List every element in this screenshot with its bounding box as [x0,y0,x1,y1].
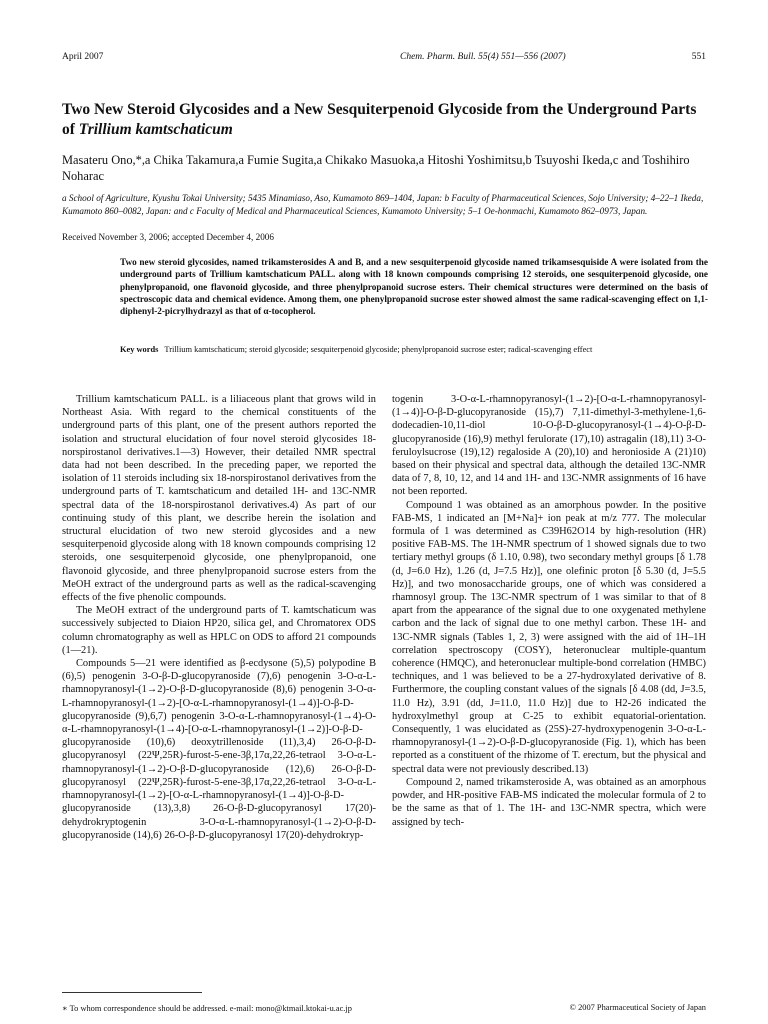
paragraph: Trillium kamtschaticum PALL. is a liliaceous plant that grows wild in Northeast Asia. With regard to the chemical constituents of the underground parts of this plant, one of the present authors reported the isolation and structural elucidation of four novel steroid glycosides 18-norspirostanol derivatives.1—3) However, their detailed NMR spectral data had not been described. In the preceding paper, we reported the isolation of 11 steroids including six 18-norspirostanol derivatives from the underground parts of T. kamtschaticum and detailed 1H- and 13C-NMR spectral data of the 18-norspirostanol derivatives.4) As part of our continuing study of this plant, we describe herein the isolation and structural elucidation of two new steroid glycosides and a new sesquiterpenoid glycoside along with 18 known compounds comprising 12 steroids, one sesquiterpenoid glycoside, one phenylpropanoid, one flavonoid glycoside, and three phenylpropanoid sucrose esters from the MeOH extract of the underground parts as well as the radical-scavenging effects of the five phenolic compounds. [62,394,376,604]
body-column-left [62,393,376,842]
page-number: 551 [691,52,706,62]
keywords [120,344,712,356]
article-title [62,100,712,140]
copyright-notice: © 2007 Pharmaceutical Society of Japan [569,1003,706,1012]
title-species: Trillium kamtschaticum [78,121,233,138]
abstract: Two new steroid glycosides, named trikamsterosides A and B, and a new sesquiterpenoid glycoside named trikamsesquiside A were isolated from the underground parts of Trillium kamtschaticum PALL. along with 18 known compounds comprising 12 steroids, one sesquiterpenoid glycoside, one phenylpropanoid, one flavonoid glycoside, and three phenylpropanoid sucrose esters. Their chemical structures were determined on the basis of spectroscopic data and chemical evidence. Among them, one phenylpropanoid sucrose ester showed almost the same radical-scavenging effect on 1,1-diphenyl-2-picrylhydrazyl as that of α-tocopherol. [120,257,708,317]
footnote-divider [62,992,202,993]
paragraph: Compound 1 was obtained as an amorphous powder. In the positive FAB-MS, 1 indicated an [M+Na]+ ion peak at m/z 777. The molecular formula of 1 was determined as C39H62O14 by high-resolution (HR) positive FAB-MS. The 1H-NMR spectrum of 1 showed signals due to two tertiary methyl groups (δ 1.10, 0.98), two secondary methyl groups [δ 1.78 (d, J=6.0 Hz), 1.26 (d, J=7.5 Hz)], one olefinic proton [δ 5.30 (d, J=5.5 Hz)], and two monosaccharide groups, one of which was considered a rhamnosyl group. The 13C-NMR spectrum of 1 was similar to that of 8 apart from the appearance of the signal due to one oxygenated methylene carbon and the lack of signal due to one methyl carbon. These 1H- and 13C-NMR signals (Tables 1, 2, 3) were assigned with the aid of 1H–1H correlation spectroscopy (COSY), heteronuclear multiple-quantum coherence (HMQC), and heteronuclear multiple-bond correlation (HMBC) techniques, and 1 was believed to be a 27-hydroxylated derivative of 8. Furthermore, the coupling constant values of the signals [δ 4.08 (dd, J=3.5, 11.0 Hz), 3.91 (dd, J=11.0, 11.0 Hz)] due to H2-26 indicated the hydroxylmethyl group at C-25 to exhibit equatorial-orientation. Consequently, 1 was elucidated as (25S)-27-hydroxypenogenin 3-O-α-L-rhamnopyranosyl-(1→2)-O-β-D-glucopyranoside (Fig. 1), which has been reported as a constituent of the rhizome of T. erectum, but the physical and spectral data were not previously described.13) [392,499,706,775]
paragraph: The MeOH extract of the underground parts of T. kamtschaticum was successively subjected to Diaion HP20, silica gel, and Chromatorex ODS column chromatography as well as HPLC on ODS to afford 21 compounds (1—21). [62,605,376,656]
paragraph: Compound 2, named trikamsteroside A, was obtained as an amorphous powder, and HR-positive FAB-MS indicated the molecular formula of 2 to be the same as that of 1. The 1H- and 13C-NMR spectra, which were assigned by tech- [392,776,706,828]
correspondence-footnote: ∗ To whom correspondence should be addressed. e-mail: mono@ktmail.ktokai-u.ac.jp [62,1004,352,1013]
affiliations: a School of Agriculture, Kyushu Tokai University; 5435 Minamiaso, Aso, Kumamoto 869–1404, Japan: b Faculty of Pharmaceutical Sciences, Sojo University; 4–22–1 Ikeda, Kumamoto 860–0082, Japan: and c Faculty of Medical and Pharmaceutical Sciences, Kumamoto University; 5–1 Oe-honmachi, Kumamoto 862–0973, Japan. [62,193,704,216]
author-list: Masateru Ono,*,a Chika Takamura,a Fumie Sugita,a Chikako Masuoka,a Hitoshi Yoshimitsu,b Tsuyoshi Ikeda,c and Toshihiro Noharac [62,153,690,183]
paragraph: Compounds 5—21 were identified as β-ecdysone (5),5) polypodine B (6),5) penogenin 3-O-β-D-glucopyranoside (7),6) penogenin 3-O-α-L-rhamnopyranosyl-(1→2)-O-β-D-glucopyranoside (8),6) penogenin 3-O-α-L-rhamnopyranosyl-(1→2)-[O-α-L-rhamnopyranosyl-(1→4)]-O-β-D-glucopyranoside (9),6,7) penogenin 3-O-α-L-rhamnopyranosyl-(1→4)-O-α-L-rhamnopyranosyl-(1→4)-[O-α-L-rhamnopyranosyl-(1→2)]-O-β-D-glucopyranoside (10),6) deoxytrillenoside (11),3,4) 26-O-β-D-glucopyranosyl (22Ψ,25R)-furost-5-ene-3β,17α,22,26-tetraol 3-O-α-L-rhamnopyranosyl-(1→2)-O-β-D-glucopyranoside (12),6) 26-O-β-D-glucopyranosyl (22Ψ,25R)-furost-5-ene-3β,17α,22,26-tetraol 3-O-α-L-rhamnopyranosyl-(1→2)-[O-α-L-rhamnopyranosyl-(1→4)]-O-β-D-glucopyranoside (13),3,8) 26-O-β-D-glucopyranosyl 17(20)-dehydrokryptogenin 3-O-α-L-rhamnopyranosyl-(1→2)-O-β-D-glucopyranoside (14),6) 26-O-β-D-glucopyranosyl 17(20)-dehydrokryp- [62,658,376,841]
running-header-journal: Chem. Pharm. Bull. 55(4) 551—556 (2007) [400,52,566,62]
received-date: Received November 3, 2006; accepted December 4, 2006 [62,232,274,242]
running-header-date: April 2007 [62,52,104,62]
keywords-text: Trillium kamtschaticum; steroid glycoside; sesquiterpenoid glycoside; phenylpropanoid sucrose ester; radical-scavenging effect [164,345,593,354]
paragraph: togenin 3-O-α-L-rhamnopyranosyl-(1→2)-[O-α-L-rhamnopyranosyl-(1→4)]-O-β-D-glucopyranoside (15),7) 7,11-dimethyl-3-methylene-1,6-dodecadien-10,11-diol 10-O-β-D-glucopyranosyl-(1→4)-O-β-D-glucopyranoside (16),9) methyl ferulorate (17),10) astragalin (18),11) 3-O-feruloylsucrose (19),12) regaloside A (20),10) and heronioside A (21)10) based on their physical and spectral data, although the detailed 13C-NMR data of 7, 8, 10, 12, and 14 and 1H- and 13C-NMR assignments of 16 have not been reported. [392,394,706,498]
keywords-label: Key words [120,345,159,354]
body-column-right [392,393,706,829]
title-main: Two New Steroid Glycosides and a New Sesquiterpenoid Glycoside from the Underground Parts of [62,101,697,138]
